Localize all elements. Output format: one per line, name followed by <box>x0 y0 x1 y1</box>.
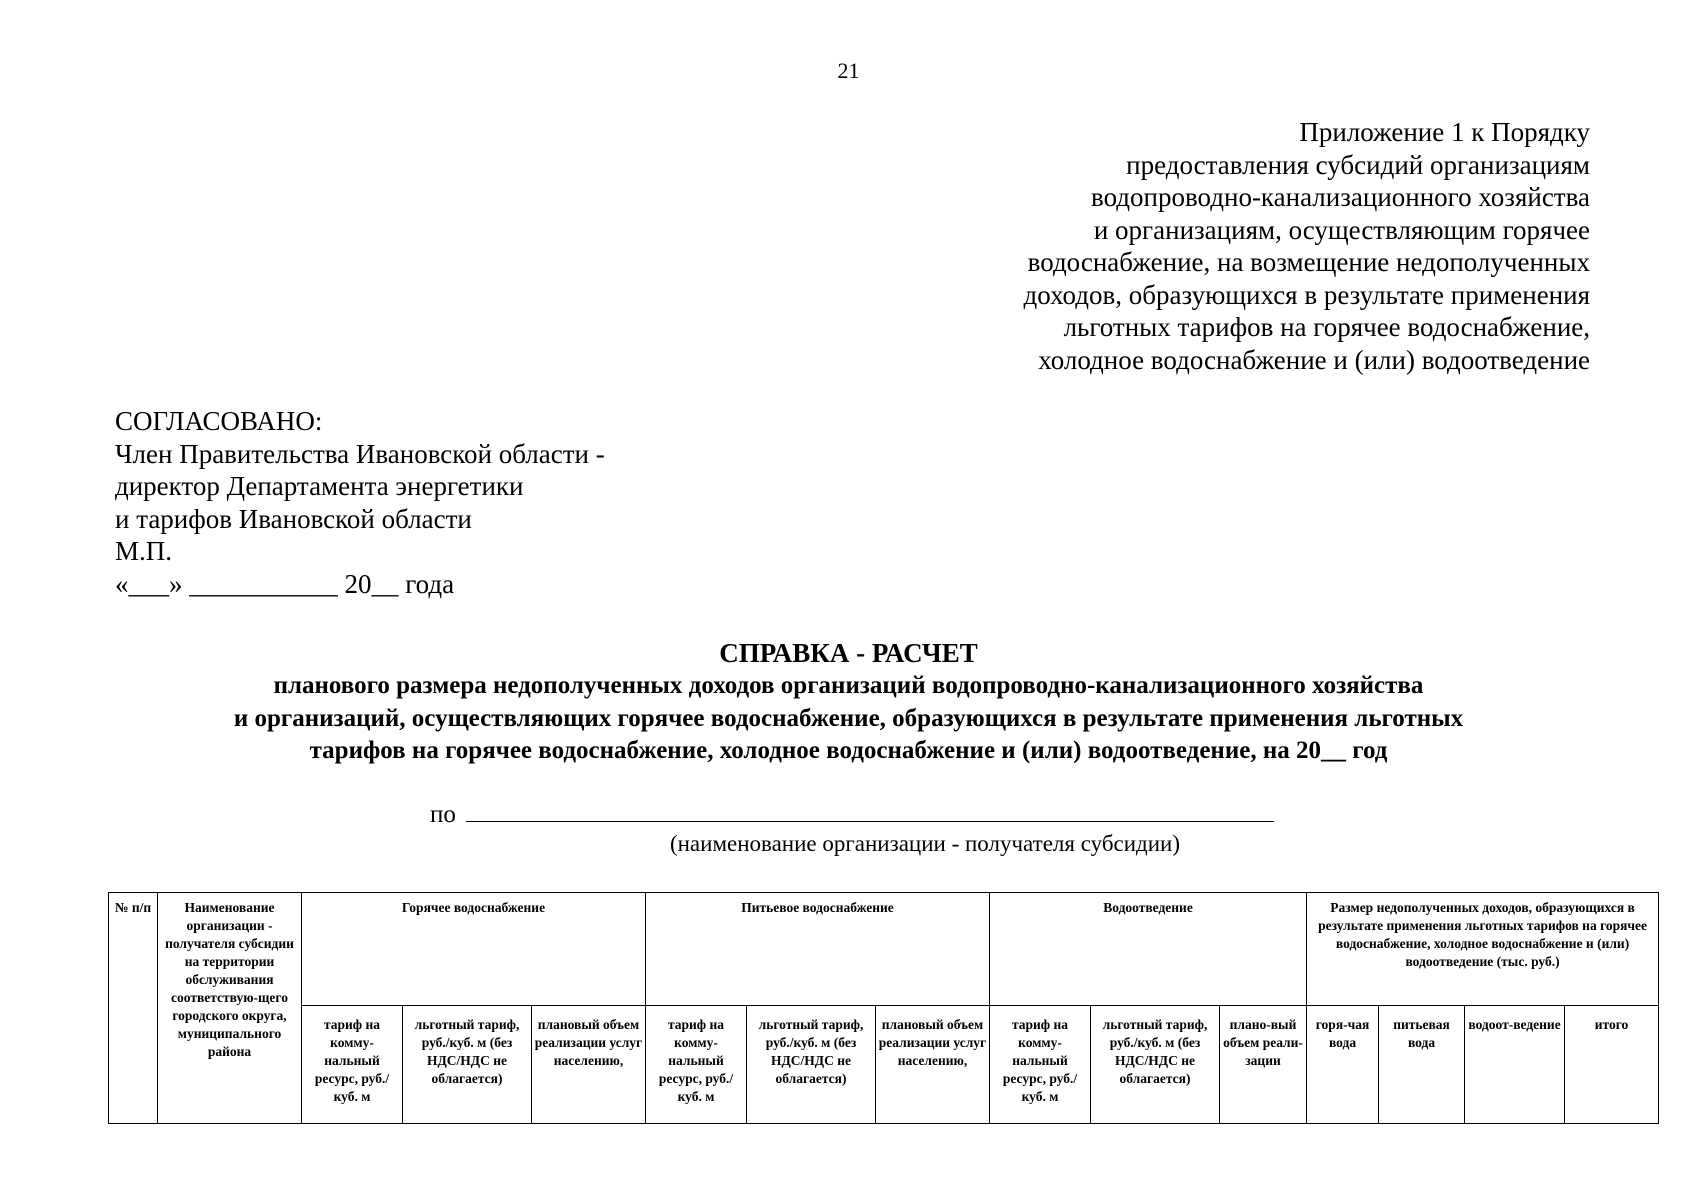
appendix-line: льготных тарифов на горячее водоснабжение, <box>1063 312 1590 342</box>
table-header-row <box>109 893 1659 1006</box>
appendix-line: водопроводно-канализационного хозяйства <box>1091 182 1590 212</box>
header-cell: льготный тариф, руб./куб. м (без НДС/НДС не облагается) <box>1091 1006 1220 1124</box>
appendix-reference <box>890 116 1590 376</box>
calculation-table <box>108 892 1659 1124</box>
header-cell: льготный тариф, руб./куб. м (без НДС/НДС не облагается) <box>403 1006 532 1124</box>
header-wastewater: Водоотведение <box>990 893 1307 1006</box>
appendix-line: водоснабжение, на возмещение недополученных <box>1027 247 1590 277</box>
header-hot-water: Горячее водоснабжение <box>302 893 646 1006</box>
header-cell: тариф на комму-нальный ресурс, руб./куб. м <box>302 1006 403 1124</box>
header-cell: плано-вый объем реали-зации <box>1220 1006 1307 1124</box>
approval-block <box>115 405 605 600</box>
appendix-line: холодное водоснабжение и (или) водоотведение <box>1038 344 1590 375</box>
title-line: и организаций, осуществляющих горячее водоснабжение, образующихся в результате применения льготных <box>233 704 1464 732</box>
header-cell: итого <box>1565 1006 1659 1124</box>
table-subheader-row <box>109 1006 1659 1124</box>
stamp-mark: М.П. <box>115 536 173 566</box>
title-line: планового размера недополученных доходов организаций водопроводно-канализационного хозяйства <box>273 672 1424 699</box>
appendix-line: доходов, образующихся в результате применения <box>1023 279 1590 310</box>
header-number: № п/п <box>109 893 158 1124</box>
appendix-line: и организациям, осуществляющим горячее <box>1093 214 1590 245</box>
appendix-line: Приложение 1 к Порядку <box>1299 117 1590 147</box>
header-organization-name: Наименование организации - получателя субсидии на территории обслуживания соответствую-щего городского округа, муниципального района <box>158 893 302 1124</box>
header-drinking-water: Питьевое водоснабжение <box>646 893 990 1006</box>
title-main: СПРАВКА - РАСЧЕТ <box>719 638 978 668</box>
title-line: тарифов на горячее водоснабжение, холодное водоснабжение и (или) водоотведение, на 20__ год <box>309 737 1388 764</box>
header-cell: тариф на комму-нальный ресурс, руб./куб. м <box>646 1006 747 1124</box>
header-cell: плановый объем реализации услуг населению, <box>876 1006 990 1124</box>
header-cell: водоот-ведение <box>1465 1006 1565 1124</box>
header-cell: горя-чая вода <box>1307 1006 1379 1124</box>
organization-name-blank[interactable] <box>466 799 1274 822</box>
approval-line: СОГЛАСОВАНО: <box>115 406 323 436</box>
organization-line <box>430 799 1274 829</box>
header-cell: питьевая вода <box>1379 1006 1465 1124</box>
organization-prefix: по <box>430 801 456 828</box>
header-lost-income: Размер недополученных доходов, образующихся в результате применения льготных тарифов на горячее водоснабжение, холодное водоснабжение и (или) водоотведение (тыс. руб.) <box>1307 893 1659 1006</box>
document-title <box>0 636 1697 768</box>
header-cell: льготный тариф, руб./куб. м (без НДС/НДС не облагается) <box>747 1006 876 1124</box>
approval-line: директор Департамента энергетики <box>115 471 524 501</box>
approval-line: и тарифов Ивановской области <box>115 503 472 534</box>
appendix-line: предоставления субсидий организациям <box>1126 149 1590 180</box>
approval-line: Член Правительства Ивановской области - <box>115 438 605 469</box>
header-cell: тариф на комму-нальный ресурс, руб./куб. м <box>990 1006 1091 1124</box>
header-cell: плановый объем реализации услуг населению, <box>532 1006 646 1124</box>
organization-hint: (наименование организации - получателя субсидии) <box>669 831 1181 856</box>
approval-date: «___» ___________ 20__ года <box>115 568 455 599</box>
page-number: 21 <box>837 58 860 83</box>
